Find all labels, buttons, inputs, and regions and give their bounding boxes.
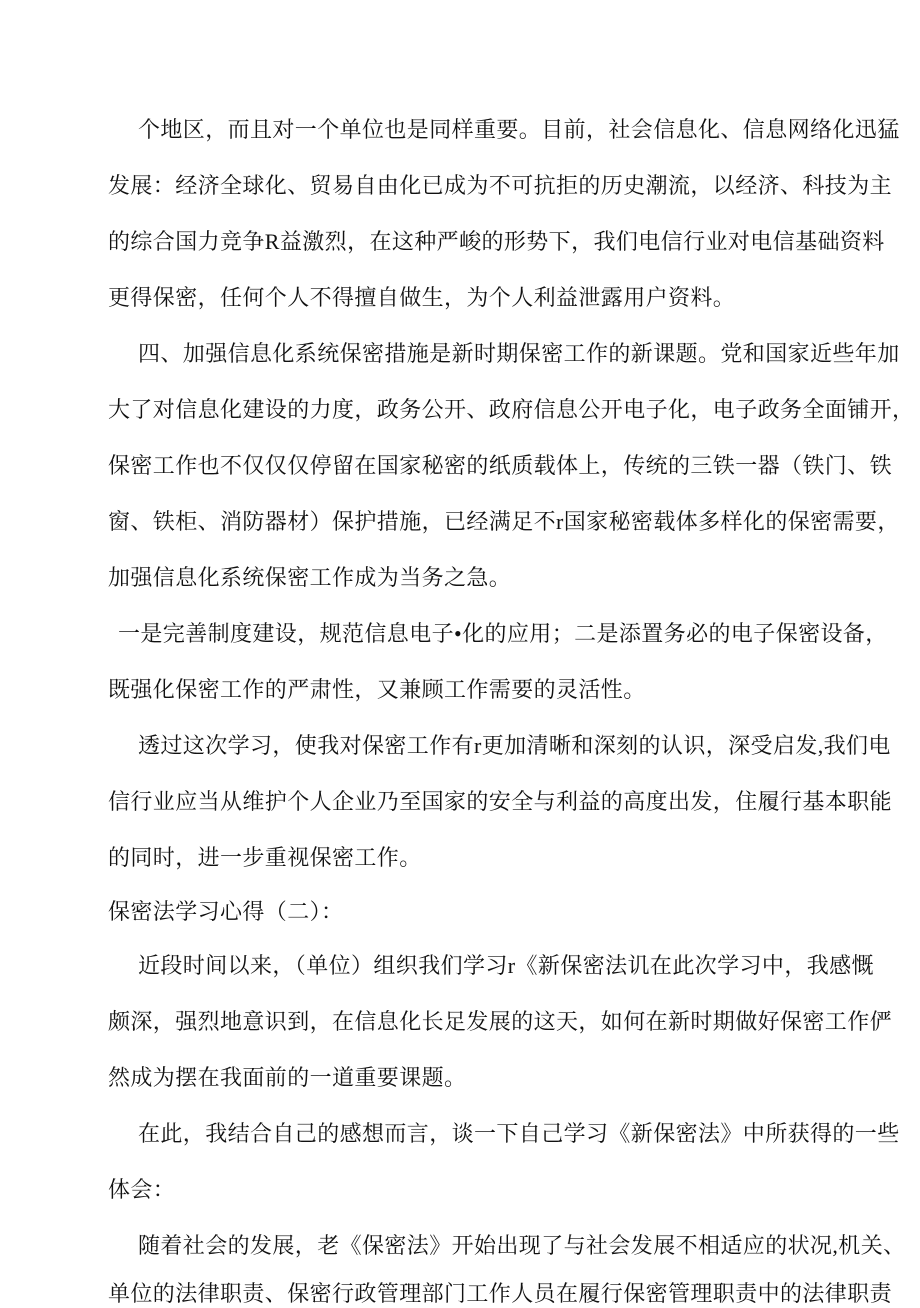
text-line: 然成为摆在我面前的一道重要课题。 [108,1065,467,1090]
text-line: 个地区，而且对一个单位也是同样重要。目前，社会信息化、信息网络化迅猛 [138,117,900,142]
text-line: 更得保密，任何个人不得擅自做生，为个人利益泄露用户资料。 [108,285,736,310]
text-line: 颇深，强烈地意识到，在信息化长足发展的这天，如何在新时期做好保密工作俨 [108,1009,893,1034]
text-line: 一是完善制度建设，规范信息电子•化的应用；二是添置务必的电子保密设备， [118,621,888,646]
text-line: 发展：经济全球化、贸易自由化已成为不可抗拒的历史潮流，以经济、科技为主 [108,173,893,198]
text-line: 既强化保密工作的严肃性，又兼顾工作需要的灵活性。 [108,677,646,702]
text-line: 单位的法律职责、保密行政管理部门工作人员在履行保密管理职责中的法律职责 [108,1281,893,1306]
text-line: 大了对信息化建设的力度，政务公开、政府信息公开电子化，电子政务全面铺开， [108,397,915,422]
text-line: 近段时间以来，（单位）组织我们学习r《新保密法讥在此次学习中，我感慨 [138,953,874,978]
text-line: 四、加强信息化系统保密措施是新时期保密工作的新课题。党和国家近些年加 [138,341,900,366]
text-line: 的综合国力竞争R益激烈，在这种严峻的形势下，我们电信行业对电信基础资料 [108,229,885,254]
text-line: 信行业应当从维护个人企业乃至国家的安全与利益的高度出发，住履行基本职能 [108,789,893,814]
text-line: 体会： [108,1177,176,1202]
text-line: 随着社会的发展，老《保密法》开始出现了与社会发展不相适应的状况,机关、 [138,1233,906,1258]
text-line: 在此，我结合自己的感想而言，谈一下自己学习《新保密法》中所获得的一些 [138,1121,900,1146]
text-line: 窗、铁柜、消防器材）保护措施，已经满足不r国家秘密载体多样化的保密需要， [108,509,900,534]
text-line: 透过这次学习，使我对保密工作有r更加清晰和深刻的认识，深受启发,我们电 [138,733,891,758]
text-line: 保密工作也不仅仅仅停留在国家秘密的纸质载体上，传统的三铁一器（铁门、铁 [108,453,893,478]
section-heading: 保密法学习心得（二）： [108,899,344,924]
text-line: 加强信息化系统保密工作成为当务之急。 [108,565,512,590]
text-line: 的同时，进一步重视保密工作。 [108,845,422,870]
